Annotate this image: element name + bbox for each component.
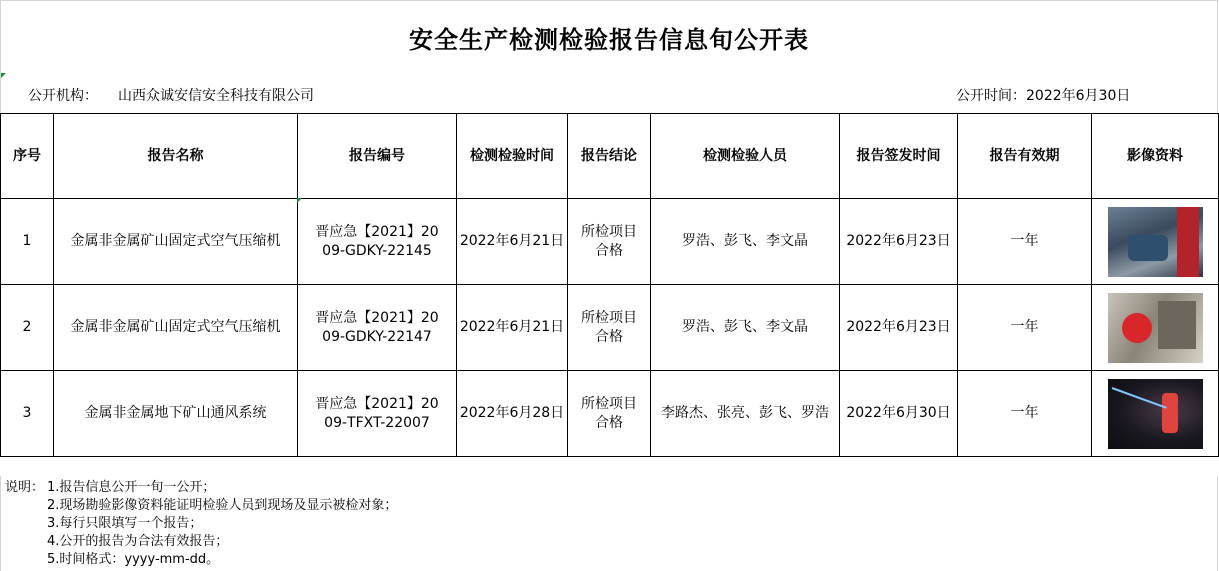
header-issue-date: 报告签发时间: [840, 114, 958, 199]
cell-issue-date: 2022年6月23日: [840, 285, 958, 371]
cell-name: 金属非金属地下矿山通风系统: [54, 371, 298, 457]
cell-name: 金属非金属矿山固定式空气压缩机: [54, 285, 298, 371]
cell-photo: [1092, 371, 1219, 457]
cell-code: [298, 199, 457, 285]
cell-test-date: 2022年6月21日: [457, 285, 568, 371]
cell-conclusion: [568, 371, 651, 457]
cell-issue-date: 2022年6月23日: [840, 199, 958, 285]
code-line1: 晋应急【2021】20: [315, 309, 439, 326]
header-conclusion: 报告结论: [568, 114, 651, 199]
cell-name: 金属非金属矿山固定式空气压缩机: [54, 199, 298, 285]
note-item: 5.时间格式：yyyy-mm-dd。: [47, 552, 220, 567]
cell-inspectors: 罗浩、彭飞、李文晶: [651, 199, 840, 285]
code-line2: 09-TFXT-22007: [324, 414, 430, 431]
cell-no: 3: [1, 371, 54, 457]
code-line2: 09-GDKY-22145: [322, 242, 432, 259]
cell-inspectors: 罗浩、彭飞、李文晶: [651, 285, 840, 371]
conclusion-line1: 所检项目: [581, 223, 637, 240]
cell-code: [298, 285, 457, 371]
cell-validity: 一年: [958, 371, 1092, 457]
cell-conclusion: [568, 199, 651, 285]
code-line1: 晋应急【2021】20: [315, 223, 439, 240]
cell-inspectors: 李路杰、张亮、彭飞、罗浩: [651, 371, 840, 457]
cell-photo: [1092, 199, 1219, 285]
org-label: 公开机构：: [28, 88, 98, 104]
note-item: 3.每行只限填写一个报告；: [47, 516, 203, 531]
cell-issue-date: 2022年6月30日: [840, 371, 958, 457]
header-validity: 报告有效期: [958, 114, 1092, 199]
code-line1: 晋应急【2021】20: [315, 395, 439, 412]
cell-photo: [1092, 285, 1219, 371]
inspection-photo[interactable]: [1108, 293, 1203, 363]
meta-row: [0, 73, 1218, 113]
cell-no: 2: [1, 285, 54, 371]
cell-no: 1: [1, 199, 54, 285]
conclusion-line1: 所检项目: [581, 395, 637, 412]
header-test-date: 检测检验时间: [457, 114, 568, 199]
table-row: [1, 199, 1219, 285]
cell-validity: 一年: [958, 285, 1092, 371]
cell-comment-marker: [297, 198, 302, 203]
time-value: 2022年6月30日: [1026, 88, 1131, 104]
time-label: 公开时间：: [956, 88, 1026, 104]
title-text: 安全生产检测检验报告信息旬公开表: [409, 25, 809, 54]
header-name: 报告名称: [54, 114, 298, 199]
note-item: 2.现场勘验影像资料能证明检验人员到现场及显示被检对象；: [47, 498, 398, 513]
note-item: 4.公开的报告为合法有效报告；: [47, 534, 229, 549]
cell-code: [298, 371, 457, 457]
notes-label: 说明：: [5, 480, 45, 495]
inspection-photo[interactable]: [1108, 207, 1203, 277]
conclusion-line2: 合格: [595, 242, 623, 259]
table-row: [1, 285, 1219, 371]
notes: [0, 476, 1218, 571]
cell-validity: 一年: [958, 199, 1092, 285]
inspection-photo[interactable]: [1108, 379, 1203, 449]
header-code: 报告编号: [298, 114, 457, 199]
cell-conclusion: [568, 285, 651, 371]
report-table: [0, 113, 1219, 457]
code-line2: 09-GDKY-22147: [322, 328, 432, 345]
header-inspectors: 检测检验人员: [651, 114, 840, 199]
page-title: [0, 0, 1218, 73]
header-no: 序号: [1, 114, 54, 199]
org-value: 山西众诚安信安全科技有限公司: [118, 88, 314, 104]
header-photo: 影像资料: [1092, 114, 1219, 199]
note-item: 1.报告信息公开一旬一公开；: [47, 480, 216, 495]
cell-test-date: 2022年6月21日: [457, 199, 568, 285]
table-header-row: [1, 114, 1219, 199]
table-row: [1, 371, 1219, 457]
publish-time: [956, 85, 1130, 105]
conclusion-line2: 合格: [595, 328, 623, 345]
conclusion-line2: 合格: [595, 414, 623, 431]
conclusion-line1: 所检项目: [581, 309, 637, 326]
cell-test-date: 2022年6月28日: [457, 371, 568, 457]
